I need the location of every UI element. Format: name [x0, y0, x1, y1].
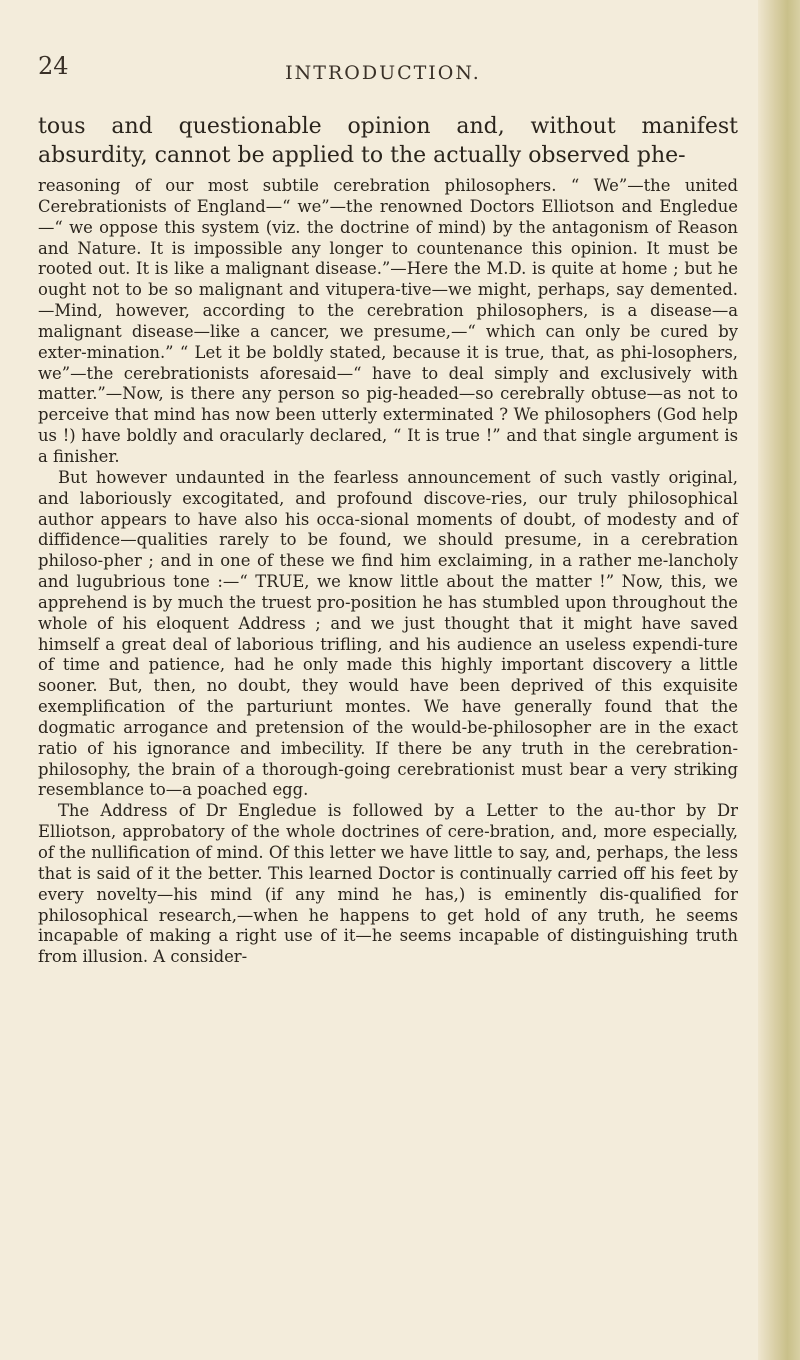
lead-text: tous and questionable opinion and, without manifest absurdity, cannot be applied to the actually observed phe- — [38, 114, 738, 168]
page-header — [38, 52, 728, 86]
body-text — [38, 176, 738, 968]
running-head: INTRODUCTION. — [285, 62, 481, 84]
paragraph: But however undaunted in the fearless announcement of such vastly original, and laboriously excogitated, and profound discove-ries, our truly philosophical author appears to have also his occa-sional moments of doubt, of modesty and of diffidence—qualities rarely to be found, we should presume, in a cerebration philoso-pher ; and in one of these we find him exclaiming, in a rather me-lancholy and lugubrious tone :—“ TRUE, we know little about the matter !” Now, this, we apprehend is by much the truest pro-position he has stumbled upon throughout the whole of his eloquent Address ; and we just thought that it might have saved himself a great deal of laborious trifling, and his audience an useless expendi-ture of time and patience, had he only made this highly important discovery a little sooner. But, then, no doubt, they would have been deprived of this exquisite exemplification of the parturiunt montes. We have generally found that the dogmatic arrogance and pretension of the would-be-philosopher are in the exact ratio of his ignorance and imbecility. If there be any truth in the cerebration-philosophy, the brain of a thorough-going cerebrationist must bear a very striking resemblance to—a poached egg. — [38, 467, 738, 800]
page-number: 24 — [38, 52, 69, 80]
page-edge — [758, 0, 800, 1360]
paragraph: reasoning of our most subtile cerebration philosophers. “ We”—the united Cerebrationists of England—“ we”—the renowned Doctors Elliotson and Engledue—“ we oppose this system (viz. the doctrine of mind) by the antagonism of Reason and Nature. It is impossible any longer to countenance this opinion. It must be rooted out. It is like a malignant disease.”—Here the M.D. is quite at home ; but he ought not to be so malignant and vitupera-tive—we might, perhaps, say demented.—Mind, however, according to the cerebration philosophers, is a disease—a malignant disease—like a cancer, we presume,—“ which can only be cured by exter-mination.” “ Let it be boldly stated, because it is true, that, as phi-losophers, we”—the cerebrationists aforesaid—“ have to deal simply and exclusively with matter.”—Now, is there any person so pig-headed—so cerebrally obtuse—as not to perceive that mind has now been utterly exterminated ? We philosophers (God help us !) have boldly and oracularly declared, “ It is true !” and that single argument is a finisher. — [38, 176, 738, 466]
paragraph: The Address of Dr Engledue is followed by a Letter to the au-thor by Dr Elliotson, approbatory of the whole doctrines of cere-bration, and, more especially, of the nullification of mind. Of this letter we have little to say, and, perhaps, the less that is said of it the better. This learned Doctor is continually carried off his feet by every novelty—his mind (if any mind he has,) is eminently dis-qualified for philosophical research,—when he happens to get hold of any truth, he seems incapable of making a right use of it—he seems incapable of distinguishing truth from illusion. A consider- — [38, 801, 738, 967]
